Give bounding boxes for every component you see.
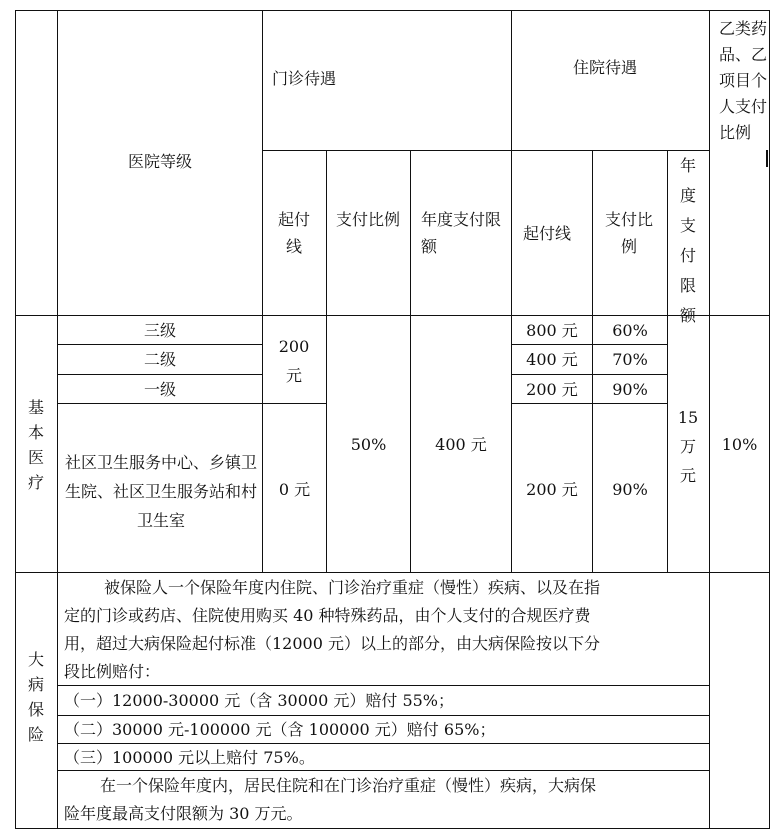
critical-closing-line: 在一个保险年度内，居民住院和在门诊治疗重症（慢性）疾病，大病保 — [100, 776, 597, 795]
in-annual-limit: 15万元 — [677, 408, 699, 485]
in-threshold-one: 200 元 — [526, 380, 578, 399]
rule — [511, 344, 668, 345]
critical-intro-line: 段比例赔付： — [64, 662, 161, 681]
rule — [15, 828, 770, 829]
rule — [769, 10, 770, 828]
class-b-header: 乙类药品、乙项目个人支付比例 — [719, 19, 768, 142]
level-three: 三级 — [143, 321, 176, 340]
in-ratio-header: 支付比例 — [605, 210, 654, 256]
rule — [57, 374, 263, 375]
out-limit-header: 年度支付限额 — [421, 210, 502, 256]
rule — [410, 150, 411, 572]
in-ratio-one: 90% — [612, 380, 648, 399]
rule — [15, 10, 16, 828]
caret-mark — [766, 150, 768, 167]
rule — [57, 403, 327, 404]
rule — [511, 403, 668, 404]
out-threshold-community: 0 元 — [278, 480, 311, 499]
critical-illness-label: 大病保险 — [27, 650, 44, 744]
in-threshold-two: 400 元 — [526, 350, 578, 369]
rule — [262, 150, 710, 151]
in-ratio-three: 60% — [612, 321, 648, 340]
rule — [326, 150, 327, 572]
basic-medical-label: 基本医疗 — [27, 398, 44, 492]
in-threshold-community: 200 元 — [526, 480, 578, 499]
rule — [15, 572, 770, 573]
in-ratio-community: 90% — [612, 480, 648, 499]
in-limit-header: 年度支付限额 — [679, 156, 696, 325]
out-ratio: 50% — [350, 435, 387, 454]
in-threshold-header: 起付线 — [523, 224, 572, 243]
out-ratio-header: 支付比例 — [335, 210, 400, 229]
level-two: 二级 — [143, 350, 176, 369]
critical-intro-line: 被保险人一个保险年度内住院、门诊治疗重症（慢性）疾病、以及在指 — [104, 578, 601, 597]
critical-closing-line: 险年度最高支付限额为 30 万元。 — [64, 804, 303, 823]
hospital-level-header: 医院等级 — [127, 152, 192, 171]
level-one: 一级 — [143, 380, 176, 399]
rule — [709, 10, 710, 828]
critical-intro-line: 用，超过大病保险起付标准（12000 元）以上的部分，由大病保险按以下分 — [64, 634, 600, 653]
critical-tier: （三）100000 元以上赔付 75%。 — [64, 748, 315, 767]
rule — [511, 374, 668, 375]
class-b-ratio: 10% — [721, 435, 758, 454]
outpatient-header: 门诊待遇 — [272, 69, 337, 88]
critical-tier: （二）30000 元-100000 元（含 100000 元）赔付 65%； — [64, 720, 496, 739]
rule — [57, 10, 58, 828]
critical-tier: （一）12000-30000 元（含 30000 元）赔付 55%； — [64, 691, 455, 710]
out-limit: 400 元 — [435, 435, 487, 454]
rule — [15, 315, 770, 316]
level-community: 社区卫生服务中心、乡镇卫生院、社区卫生服务站和村卫生室 — [64, 453, 257, 530]
rule — [667, 150, 668, 572]
in-threshold-three: 800 元 — [526, 321, 578, 340]
rule — [57, 685, 710, 686]
rule — [15, 10, 770, 11]
out-threshold-hospital: 200元 — [278, 337, 310, 385]
out-threshold-header: 起付线 — [277, 210, 310, 256]
inpatient-header: 住院待遇 — [573, 58, 638, 77]
rule — [57, 344, 263, 345]
critical-intro-line: 定的门诊或药店、住院使用购买 40 种特殊药品，由个人支付的合规医疗费 — [64, 606, 591, 625]
in-ratio-two: 70% — [612, 350, 648, 369]
